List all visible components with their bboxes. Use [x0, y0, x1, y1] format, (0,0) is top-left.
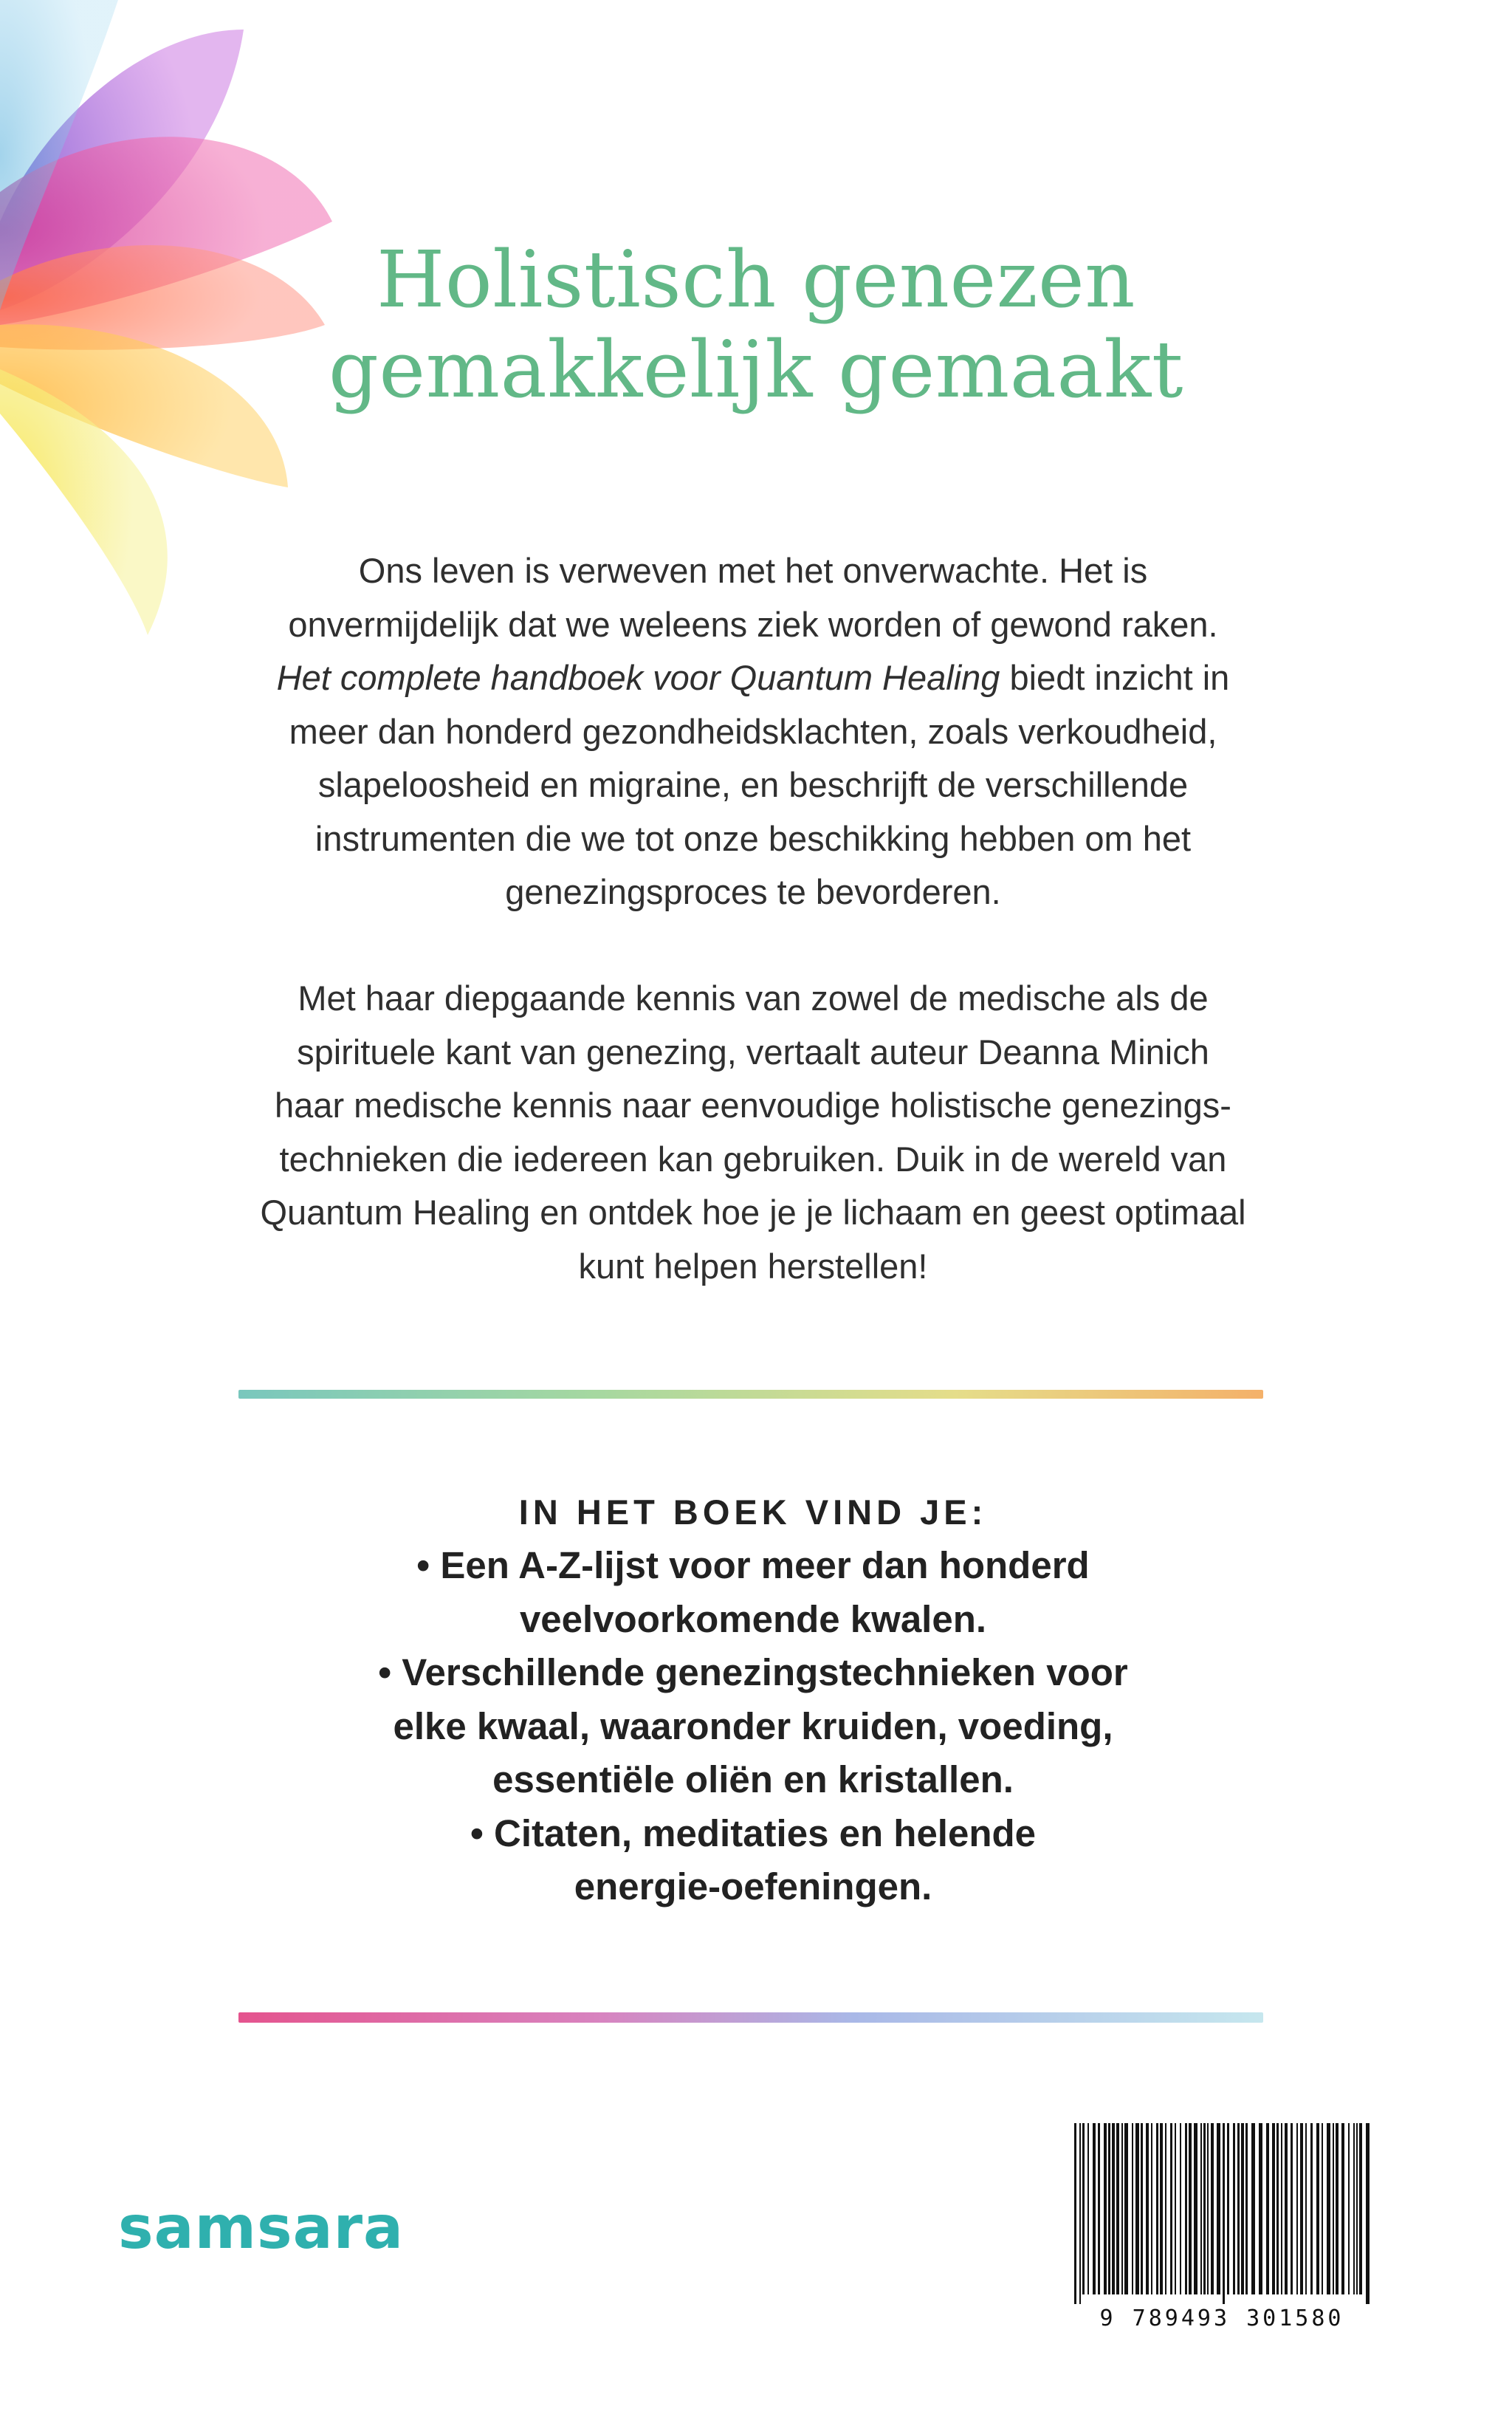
barcode-bar — [1310, 2123, 1313, 2294]
barcode-bar — [1151, 2123, 1152, 2294]
description-paragraph-1 — [214, 544, 1292, 919]
barcode-bar — [1082, 2123, 1085, 2294]
barcode-bar — [1241, 2123, 1244, 2294]
barcode-bar — [1333, 2123, 1334, 2294]
title-line-1: Holistisch genezen — [376, 234, 1136, 325]
barcode-bar — [1074, 2123, 1076, 2304]
barcode-bar — [1227, 2123, 1229, 2294]
barcode-bar — [1180, 2123, 1181, 2294]
barcode-bar — [1165, 2123, 1166, 2294]
barcode-bar — [1285, 2123, 1288, 2294]
publisher-logo: samsara — [118, 2193, 404, 2262]
barcode-bar — [1300, 2123, 1303, 2294]
title-line-2: gemakkelijk gemaakt — [329, 324, 1183, 415]
barcode-bar — [1207, 2123, 1209, 2294]
paragraph-line: Ons leven is verweven met het onverwachte. Het is — [358, 551, 1148, 590]
paragraph-line — [214, 651, 1292, 705]
features-block — [214, 1486, 1292, 1914]
feature-line: elke kwaal, waaronder kruiden, voeding, — [393, 1704, 1113, 1747]
feature-line: • Citaten, meditaties en helende — [470, 1811, 1037, 1854]
barcode-bar — [1223, 2123, 1225, 2304]
barcode-bar — [1079, 2123, 1081, 2304]
barcode-bar — [1189, 2123, 1192, 2294]
barcode-bar — [1132, 2123, 1133, 2294]
barcode-bar — [1272, 2123, 1275, 2294]
barcode-bar — [1305, 2123, 1307, 2294]
barcode-bar — [1194, 2123, 1197, 2294]
barcode-bar — [1316, 2123, 1319, 2294]
barcode-bar — [1185, 2123, 1187, 2294]
barcode-bar — [1211, 2123, 1214, 2294]
paragraph-line-rest: biedt inzicht in — [1000, 658, 1230, 697]
barcode-bar — [1359, 2123, 1362, 2294]
barcode-bar — [1233, 2123, 1235, 2294]
barcode-bar — [1124, 2123, 1128, 2294]
barcode-bar — [1170, 2123, 1172, 2294]
barcode-bar — [1116, 2123, 1119, 2294]
barcode-bar — [1281, 2123, 1282, 2294]
barcode-bar — [1156, 2123, 1158, 2294]
barcode-bar — [1266, 2123, 1269, 2294]
barcode-bar — [1296, 2123, 1298, 2294]
paragraph-line: onvermijdelijk dat we weleens ziek worden of gewond raken. — [288, 604, 1218, 644]
barcode-bar — [1098, 2123, 1100, 2294]
features-heading: IN HET BOEK VIND JE: — [518, 1492, 988, 1532]
barcode-bar — [1121, 2123, 1123, 2294]
barcode-bar — [1093, 2123, 1096, 2294]
paragraph-line: technieken die iedereen kan gebruiken. Duik in de wereld van — [279, 1139, 1227, 1179]
barcode-bar — [1276, 2123, 1279, 2294]
barcode-bar — [1251, 2123, 1255, 2294]
book-title-italic: Het complete handboek voor Quantum Healing — [276, 658, 1000, 697]
barcode-bar — [1200, 2123, 1202, 2294]
barcode-bar — [1087, 2123, 1089, 2294]
barcode-bar — [1353, 2123, 1355, 2294]
barcode-bar — [1366, 2123, 1370, 2304]
feature-line: • Verschillende genezingstechnieken voor — [378, 1651, 1128, 1693]
barcode-bar — [1217, 2123, 1220, 2294]
paragraph-line: meer dan honderd gezondheidsklachten, zoals verkoudheid, — [289, 711, 1217, 751]
paragraph-line: haar medische kennis naar eenvoudige holistische genezings- — [275, 1086, 1231, 1125]
paragraph-line: slapeloosheid en migraine, en beschrijft de verschillende — [317, 765, 1189, 804]
barcode-bar — [1259, 2123, 1262, 2294]
paragraph-line: spirituele kant van genezing, vertaalt auteur Deanna Minich — [297, 1032, 1209, 1072]
barcode-bar — [1245, 2123, 1248, 2294]
barcode-bar — [1160, 2123, 1163, 2294]
barcode-bar — [1146, 2123, 1149, 2294]
feature-line: energie-oefeningen. — [574, 1865, 932, 1907]
gradient-divider-top — [238, 1390, 1263, 1399]
barcode-bar — [1108, 2123, 1110, 2294]
barcode-bar — [1104, 2123, 1107, 2294]
feature-line: • Een A-Z-lijst voor meer dan honderd — [416, 1544, 1090, 1586]
barcode-bar — [1356, 2123, 1358, 2294]
barcode-bar — [1237, 2123, 1240, 2294]
paragraph-line: kunt helpen herstellen! — [578, 1246, 928, 1286]
isbn-number: 9 789493 301580 — [1099, 2306, 1344, 2331]
barcode-bar — [1341, 2123, 1344, 2294]
paragraph-line: instrumenten die we tot onze beschikking hebben om het — [315, 818, 1192, 858]
cover-title — [0, 235, 1512, 415]
description-paragraph-2 — [214, 972, 1292, 1293]
barcode — [1067, 2119, 1377, 2341]
barcode-bar — [1336, 2123, 1339, 2294]
barcode-bar — [1203, 2123, 1206, 2294]
paragraph-line: Met haar diepgaande kennis van zowel de medische als de — [298, 978, 1209, 1018]
gradient-divider-bottom — [238, 2012, 1263, 2023]
barcode-bar — [1112, 2123, 1115, 2294]
barcode-bar — [1135, 2123, 1139, 2294]
barcode-bar — [1348, 2123, 1350, 2294]
barcode-bar — [1175, 2123, 1176, 2294]
barcode-icon — [1067, 2119, 1377, 2304]
paragraph-line: Quantum Healing en ontdek hoe je je lichaam en geest optimaal — [260, 1193, 1246, 1232]
paragraph-line: genezingsproces te bevorderen. — [505, 872, 1001, 911]
feature-line: veelvoorkomende kwalen. — [519, 1597, 987, 1640]
barcode-bar — [1141, 2123, 1143, 2294]
feature-line: essentiële oliën en kristallen. — [492, 1758, 1014, 1800]
barcode-bar — [1327, 2123, 1330, 2294]
barcode-bar — [1291, 2123, 1293, 2294]
barcode-bar — [1322, 2123, 1323, 2294]
